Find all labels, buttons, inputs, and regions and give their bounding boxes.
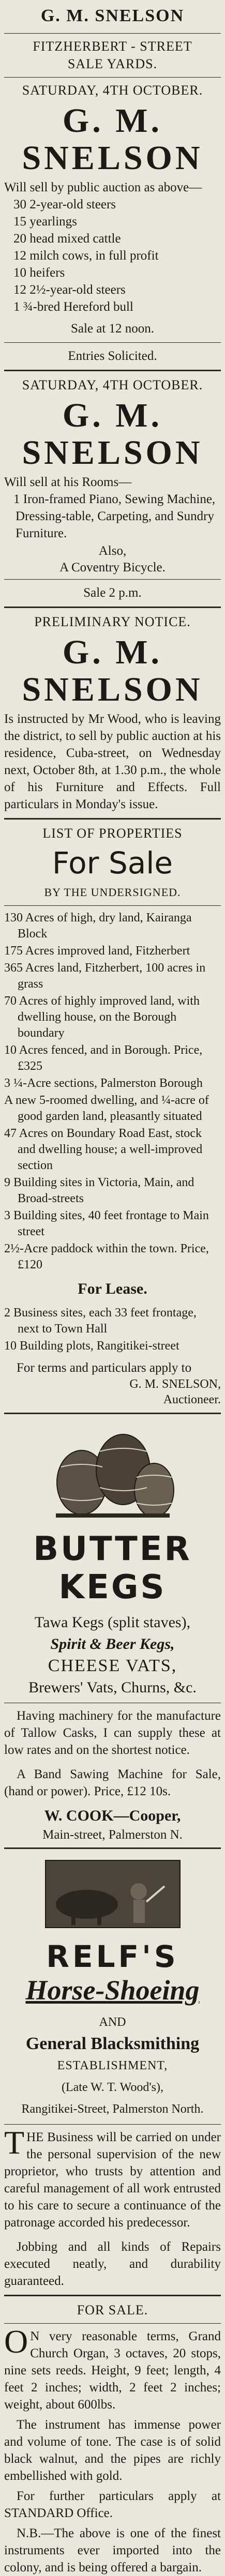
- divider: [4, 2323, 221, 2324]
- list-item: A new 5-roomed dwelling, and ¼-acre of good garden land, pleasantly situated: [4, 1094, 209, 1123]
- list-item: 47 Acres on Boundary Road East, stock and dwelling house; a well-improved section: [4, 1127, 203, 1172]
- late-owner: (Late W. T. Wood's),: [61, 2081, 164, 2094]
- ad-subtitle: SALE YARDS.: [67, 56, 158, 71]
- list-item: 3 ¼-Acre sections, Palmerston Borough: [4, 1077, 203, 1090]
- ad-intro: Will sell by public auction as above—: [4, 180, 202, 194]
- blacksmith-illustration: [40, 1855, 185, 1933]
- undersigned-label: BY THE UNDERSIGNED.: [44, 886, 181, 899]
- kegs-body: Having machinery for the manufacture of Tallow Casks, I can supply these at low rates and on the shortest notice.: [4, 1709, 221, 1757]
- list-item: 9 Building sites in Victoria, Main, and Broad-streets: [4, 1176, 194, 1205]
- sale-time: Sale at 12 noon.: [70, 322, 155, 336]
- list-item: 1 ¾-bred Hereford bull: [13, 300, 133, 314]
- list-item: 12 2½-year-old steers: [13, 283, 126, 297]
- kegs-line: CHEESE VATS,: [48, 1656, 177, 1675]
- signature-name: G. M. SNELSON,: [129, 1377, 221, 1391]
- sale-date: SATURDAY, 4TH OCTOBER.: [22, 83, 203, 98]
- list-item: 30 2-year-old steers: [13, 198, 116, 211]
- for-sale-heading: For Sale: [52, 845, 173, 881]
- terms-note: For terms and particulars apply to: [17, 1361, 192, 1375]
- list-item: 70 Acres of highly improved land, with dwelling house, on the Borough boundary: [4, 994, 200, 1040]
- relfs-title: RELF'S: [46, 1939, 179, 1974]
- list-item: 130 Acres of high, dry land, Kairanga Block: [4, 911, 192, 941]
- section-divider: [4, 1847, 221, 1849]
- ad-rooms-sale: [4, 376, 221, 600]
- bicycle-item: A Coventry Bicycle.: [59, 560, 166, 574]
- list-item: 10 heifers: [13, 266, 65, 280]
- auctioneer-name: G. M. SNELSON: [22, 397, 203, 472]
- entries-note: Entries Solicited.: [68, 349, 157, 363]
- ad-relfs-horse-shoeing: [4, 1855, 221, 2290]
- ad-fitzherbert-sale-yards: [4, 6, 221, 363]
- general-blacksmithing: General Blacksmithing: [25, 2034, 200, 2053]
- list-item: 2 Business sites, each 33 feet frontage, next to Town Hall: [4, 1306, 197, 1336]
- list-item: 2½-Acre paddock within the town. Price, £120: [4, 1242, 209, 1271]
- notice-body: Is instructed by Mr Wood, who is leaving the district, to sell by public auction at his residence, Cuba-street, on Wednesday next, October 8th, at 1.30 p.m., the whole of his Furniture and Effects. Full particulars in Monday's issue.: [4, 712, 221, 811]
- sale-time: Sale 2 p.m.: [83, 586, 142, 600]
- list-item: 1 Iron-framed Piano, Sewing Machine, Dressing-table, Carpeting, and Sundry Furniture.: [13, 492, 216, 540]
- divider: [4, 77, 221, 78]
- divider: [4, 33, 221, 34]
- shop-body: THE Business will be carried on under the personal supervision of the new proprietor, who trusts by attention and careful management of all work entrusted to his care to secure a continuance of the patronage accorded his predecessor.: [4, 2124, 221, 2230]
- barrels-illustration: [46, 1420, 180, 1524]
- divider: [4, 905, 221, 906]
- auctioneer-name: G. M. SNELSON: [22, 633, 203, 708]
- also-label: Also,: [98, 544, 127, 558]
- kegs-line: Spirit & Beer Kegs,: [50, 1635, 175, 1653]
- ad-subtitle: FITZHERBERT - STREET: [33, 39, 192, 54]
- sale-date: SATURDAY, 4TH OCTOBER.: [22, 377, 203, 392]
- auctioneer-name: G. M. SNELSON: [22, 102, 203, 177]
- section-divider: [4, 607, 221, 608]
- item-list: [4, 491, 221, 542]
- and-label: AND: [99, 2016, 126, 2029]
- kegs-body: A Band Sawing Machine for Sale, (hand or power). Price, £12 10s.: [4, 1767, 221, 1798]
- notice-heading: PRELIMINARY NOTICE.: [34, 614, 191, 629]
- cooper-address: Main-street, Palmerston N.: [42, 1828, 183, 1842]
- divider: [4, 579, 221, 580]
- section-divider: [4, 370, 221, 371]
- shop-body: Jobbing and all kinds of Repairs executed neatly, and durability guaranteed.: [4, 2240, 221, 2288]
- section-divider: [4, 1413, 221, 1414]
- list-item: 175 Acres improved land, Fitzherbert: [4, 944, 190, 958]
- ad-intro: Will sell at his Rooms—: [4, 475, 132, 489]
- property-list: [4, 910, 221, 1273]
- ad-preliminary-notice: [4, 613, 221, 813]
- kegs-title: BUTTER KEGS: [33, 1530, 192, 1607]
- signature-role: Auctioneer.: [163, 1393, 221, 1406]
- organ-body: For further particulars apply at STANDARD Office.: [4, 2489, 221, 2520]
- section-divider: [4, 818, 221, 820]
- for-sale-heading: FOR SALE.: [77, 2302, 148, 2317]
- list-item: 20 head mixed cattle: [13, 232, 121, 246]
- organ-body: N.B.—The above is one of the finest instruments ever imported into the colony, and is being offered a bargain.: [4, 2526, 221, 2574]
- organ-body: The instrument has immense power and volume of tone. The case is of solid black walnut, and the pipes are richly embellished with gold.: [4, 2418, 221, 2483]
- ad-butter-kegs: [4, 1420, 221, 1842]
- list-heading: LIST OF PROPERTIES: [42, 826, 183, 841]
- stock-list: [4, 196, 221, 315]
- list-item: 10 Acres fenced, and in Borough. Price, £325: [4, 1043, 203, 1073]
- cooper-name: W. COOK—Cooper,: [44, 1807, 181, 1824]
- list-item: 15 yearlings: [13, 215, 77, 229]
- list-item: 12 milch cows, in full profit: [13, 249, 159, 263]
- section-divider: [4, 2295, 221, 2296]
- organ-body: ON very reasonable terms, Grand Church Organ, 3 octaves, 20 stops, nine sets reeds. Height, 9 feet; length, 4 feet 2 inches; width, 2 feet 2 inches; weight, about 600lbs.: [4, 2323, 221, 2412]
- list-item: 10 Building plots, Rangitikei-street: [4, 1339, 179, 1353]
- horse-shoeing-title: Horse-Shoeing: [25, 1975, 200, 2006]
- kegs-line: Tawa Kegs (split staves),: [34, 1614, 191, 1631]
- lease-heading: For Lease.: [78, 1280, 147, 1297]
- ad-properties-for-sale: [4, 825, 221, 1407]
- establishment-label: ESTABLISHMENT,: [57, 2059, 168, 2072]
- newspaper-column: [4, 0, 221, 2576]
- list-item: 365 Acres land, Fitzherbert, 100 acres in grass: [4, 961, 206, 991]
- ad-title: G. M. SNELSON: [40, 6, 185, 25]
- list-item: 3 Building sites, 40 feet frontage to Main street: [4, 1209, 209, 1238]
- kegs-line: Brewers' Vats, Churns, &c.: [28, 1679, 197, 1696]
- divider: [4, 2124, 221, 2125]
- divider: [4, 342, 221, 343]
- shop-address: Rangitikei-Street, Palmerston North.: [21, 2102, 204, 2116]
- lease-list: [4, 1305, 221, 1354]
- ad-organ-for-sale: [4, 2301, 221, 2576]
